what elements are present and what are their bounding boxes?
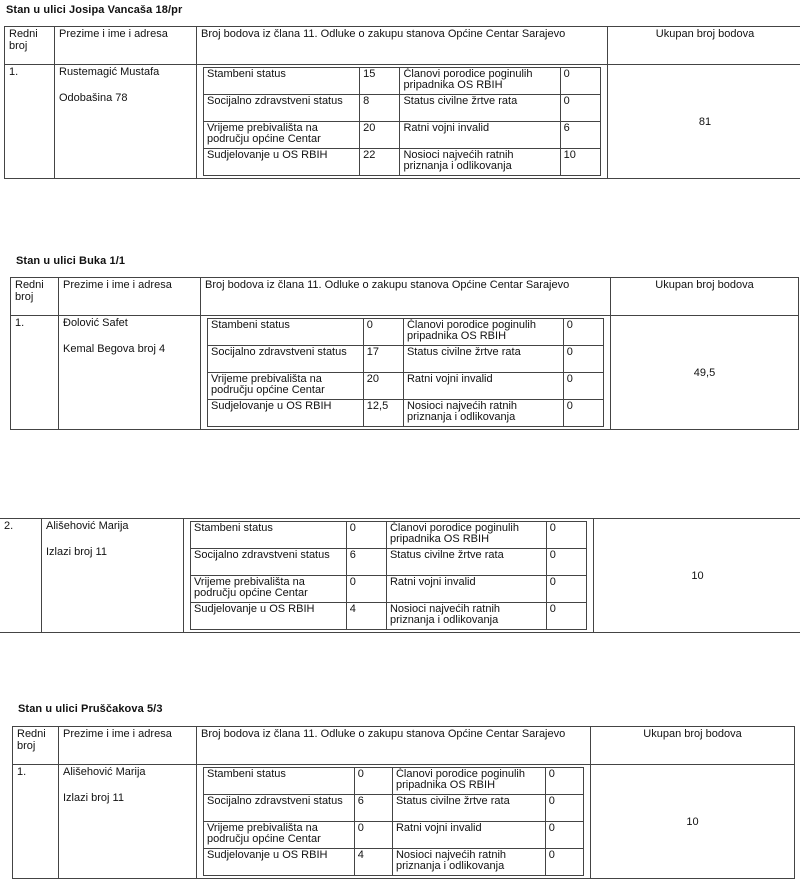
criterion-label: Vrijeme prebivališta na području općine Centar — [208, 373, 364, 400]
criterion-value: 0 — [545, 849, 583, 876]
table-row — [13, 765, 795, 879]
criterion-value: 0 — [354, 822, 392, 849]
points-breakdown — [207, 318, 604, 427]
criterion-label: Članovi porodice poginulih pripadnika OS RBIH — [386, 522, 546, 549]
table-row — [5, 65, 800, 179]
criterion-label: Status civilne žrtve rata — [386, 549, 546, 576]
row-person — [59, 765, 197, 879]
allocation-table — [12, 726, 795, 879]
row-person — [55, 65, 197, 179]
row-person — [59, 316, 201, 430]
criterion-label: Ratni vojni invalid — [392, 822, 545, 849]
criterion-label: Nosioci najvećih ratnih priznanja i odlikovanja — [403, 400, 563, 427]
allocation-table — [4, 26, 800, 179]
person-name: Ališehović Marija — [63, 766, 146, 778]
header-row — [11, 278, 799, 316]
criterion-value: 22 — [360, 149, 400, 176]
header-bodovi: Broj bodova iz člana 11. Odluke o zakupu stanova Općine Centar Sarajevo — [197, 727, 591, 765]
criterion-label: Članovi porodice poginulih pripadnika OS RBIH — [400, 68, 560, 95]
points-cell — [184, 519, 594, 633]
header-ukupno: Ukupan broj bodova — [591, 727, 795, 765]
criterion-value: 0 — [546, 522, 586, 549]
criterion-label: Sudjelovanje u OS RBIH — [204, 849, 355, 876]
criterion-value: 0 — [563, 400, 603, 427]
allocation-table — [10, 277, 799, 430]
criterion-value: 0 — [563, 373, 603, 400]
criterion-label: Socijalno zdravstveni status — [191, 549, 347, 576]
points-cell — [197, 65, 608, 179]
criterion-label: Socijalno zdravstveni status — [208, 346, 364, 373]
person-address: Odobašina 78 — [59, 92, 192, 104]
criterion-value: 10 — [560, 149, 600, 176]
criterion-value: 0 — [545, 795, 583, 822]
points-breakdown — [203, 767, 584, 876]
criterion-label: Socijalno zdravstveni status — [204, 95, 360, 122]
criterion-label: Članovi porodice poginulih pripadnika OS RBIH — [403, 319, 563, 346]
criterion-label: Vrijeme prebivališta na području općine Centar — [204, 122, 360, 149]
person-address: Izlazi broj 11 — [46, 546, 179, 558]
criterion-value: 4 — [354, 849, 392, 876]
row-number: 1. — [11, 316, 59, 430]
criterion-label: Status civilne žrtve rata — [392, 795, 545, 822]
criterion-label: Status civilne žrtve rata — [403, 346, 563, 373]
header-prezime: Prezime i ime i adresa — [59, 278, 201, 316]
row-person — [42, 519, 184, 633]
person-name: Rustemagić Mustafa — [59, 66, 159, 78]
section-title: Stan u ulici Buka 1/1 — [16, 255, 125, 267]
person-address: Izlazi broj 11 — [63, 792, 192, 804]
criterion-label: Ratni vojni invalid — [400, 122, 560, 149]
table-row — [11, 316, 799, 430]
section-title: Stan u ulici Pruščakova 5/3 — [18, 703, 163, 715]
criterion-label: Nosioci najvećih ratnih priznanja i odlikovanja — [386, 603, 546, 630]
criterion-value: 0 — [546, 603, 586, 630]
header-ukupno: Ukupan broj bodova — [611, 278, 799, 316]
criterion-label: Socijalno zdravstveni status — [204, 795, 355, 822]
criterion-label: Stambeni status — [191, 522, 347, 549]
points-breakdown — [203, 67, 601, 176]
header-bodovi: Broj bodova iz člana 11. Odluke o zakupu stanova Općine Centar Sarajevo — [201, 278, 611, 316]
points-breakdown — [190, 521, 587, 630]
points-cell — [197, 765, 591, 879]
criterion-value: 20 — [360, 122, 400, 149]
header-bodovi: Broj bodova iz člana 11. Odluke o zakupu stanova Općine Centar Sarajevo — [197, 27, 608, 65]
criterion-label: Stambeni status — [204, 768, 355, 795]
criterion-value: 17 — [363, 346, 403, 373]
header-row — [13, 727, 795, 765]
header-prezime: Prezime i ime i adresa — [55, 27, 197, 65]
person-name: Đolović Safet — [63, 317, 128, 329]
criterion-value: 0 — [545, 822, 583, 849]
criterion-value: 20 — [363, 373, 403, 400]
criterion-value: 0 — [563, 346, 603, 373]
person-name: Ališehović Marija — [46, 520, 129, 532]
criterion-value: 0 — [546, 549, 586, 576]
row-number: 1. — [5, 65, 55, 179]
criterion-label: Ratni vojni invalid — [386, 576, 546, 603]
total-points: 10 — [594, 519, 800, 633]
criterion-label: Sudjelovanje u OS RBIH — [191, 603, 347, 630]
table-row — [0, 519, 800, 633]
criterion-value: 12,5 — [363, 400, 403, 427]
row-number: 1. — [13, 765, 59, 879]
header-prezime: Prezime i ime i adresa — [59, 727, 197, 765]
header-redni: Redni broj — [5, 27, 55, 65]
header-row — [5, 27, 800, 65]
section-title: Stan u ulici Josipa Vancaša 18/pr — [6, 4, 182, 16]
criterion-value: 4 — [346, 603, 386, 630]
criterion-value: 15 — [360, 68, 400, 95]
criterion-value: 0 — [560, 68, 600, 95]
criterion-value: 0 — [346, 522, 386, 549]
criterion-value: 0 — [563, 319, 603, 346]
header-redni: Redni broj — [13, 727, 59, 765]
criterion-value: 0 — [346, 576, 386, 603]
criterion-value: 6 — [354, 795, 392, 822]
row-number: 2. — [0, 519, 42, 633]
allocation-table — [0, 518, 800, 633]
criterion-value: 6 — [560, 122, 600, 149]
criterion-value: 6 — [346, 549, 386, 576]
criterion-value: 8 — [360, 95, 400, 122]
criterion-value: 0 — [354, 768, 392, 795]
header-redni: Redni broj — [11, 278, 59, 316]
criterion-value: 0 — [363, 319, 403, 346]
person-address: Kemal Begova broj 4 — [63, 343, 196, 355]
total-points: 49,5 — [611, 316, 799, 430]
criterion-label: Nosioci najvećih ratnih priznanja i odlikovanja — [392, 849, 545, 876]
criterion-label: Vrijeme prebivališta na području općine Centar — [204, 822, 355, 849]
header-ukupno: Ukupan broj bodova — [608, 27, 800, 65]
criterion-label: Sudjelovanje u OS RBIH — [208, 400, 364, 427]
criterion-label: Vrijeme prebivališta na području općine Centar — [191, 576, 347, 603]
criterion-label: Stambeni status — [208, 319, 364, 346]
criterion-label: Članovi porodice poginulih pripadnika OS RBIH — [392, 768, 545, 795]
total-points: 10 — [591, 765, 795, 879]
points-cell — [201, 316, 611, 430]
criterion-value: 0 — [545, 768, 583, 795]
criterion-label: Status civilne žrtve rata — [400, 95, 560, 122]
criterion-value: 0 — [560, 95, 600, 122]
criterion-label: Sudjelovanje u OS RBIH — [204, 149, 360, 176]
criterion-label: Ratni vojni invalid — [403, 373, 563, 400]
criterion-label: Nosioci najvećih ratnih priznanja i odlikovanja — [400, 149, 560, 176]
criterion-label: Stambeni status — [204, 68, 360, 95]
total-points: 81 — [608, 65, 800, 179]
criterion-value: 0 — [546, 576, 586, 603]
